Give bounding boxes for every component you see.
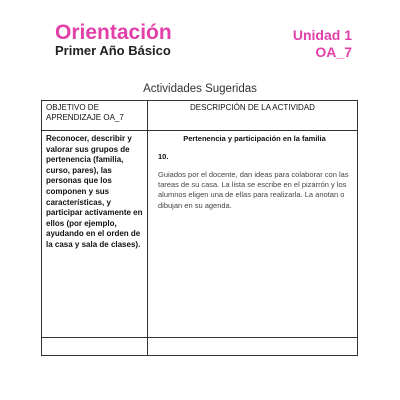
description-content [148, 131, 357, 211]
description-column-header: DESCRIPCIÓN DE LA ACTIVIDAD [148, 101, 358, 131]
table-header-row [42, 101, 358, 131]
section-title: Actividades Sugeridas [143, 83, 257, 95]
empty-cell-left [42, 338, 148, 356]
activity-table [41, 100, 358, 356]
grade-level: Primer Año Básico [55, 43, 171, 58]
activity-number: 10. [158, 152, 169, 161]
description-cell [148, 131, 358, 338]
activity-body: Guiados por el docente, dan ideas para colaborar con las tareas de su casa. La lista se escribe en el pizarrón y los alumnos eligen una de ellas para realizarla. La anotan o dibujan en su agenda. [158, 170, 349, 210]
page-header [0, 0, 400, 70]
subject-title: Orientación [55, 21, 172, 44]
empty-table-row [42, 338, 358, 356]
unit-label: Unidad 1 [292, 27, 352, 43]
objective-column-header: OBJETIVO DE APRENDIZAJE OA_7 [42, 101, 148, 131]
oa-code: OA_7 [315, 44, 352, 60]
empty-cell-right [148, 338, 358, 356]
activity-heading: Pertenencia y participación en la familia [183, 134, 326, 143]
objective-text: Reconocer, describir y valorar sus grupos de pertenencia (familia, curso, pares), las personas que los componen y sus características, y participar activamente en ellos (por ejemplo, ayudando en el orden de la casa y sala de clases). [46, 134, 143, 249]
table-row [42, 131, 358, 338]
objective-cell [42, 131, 148, 338]
